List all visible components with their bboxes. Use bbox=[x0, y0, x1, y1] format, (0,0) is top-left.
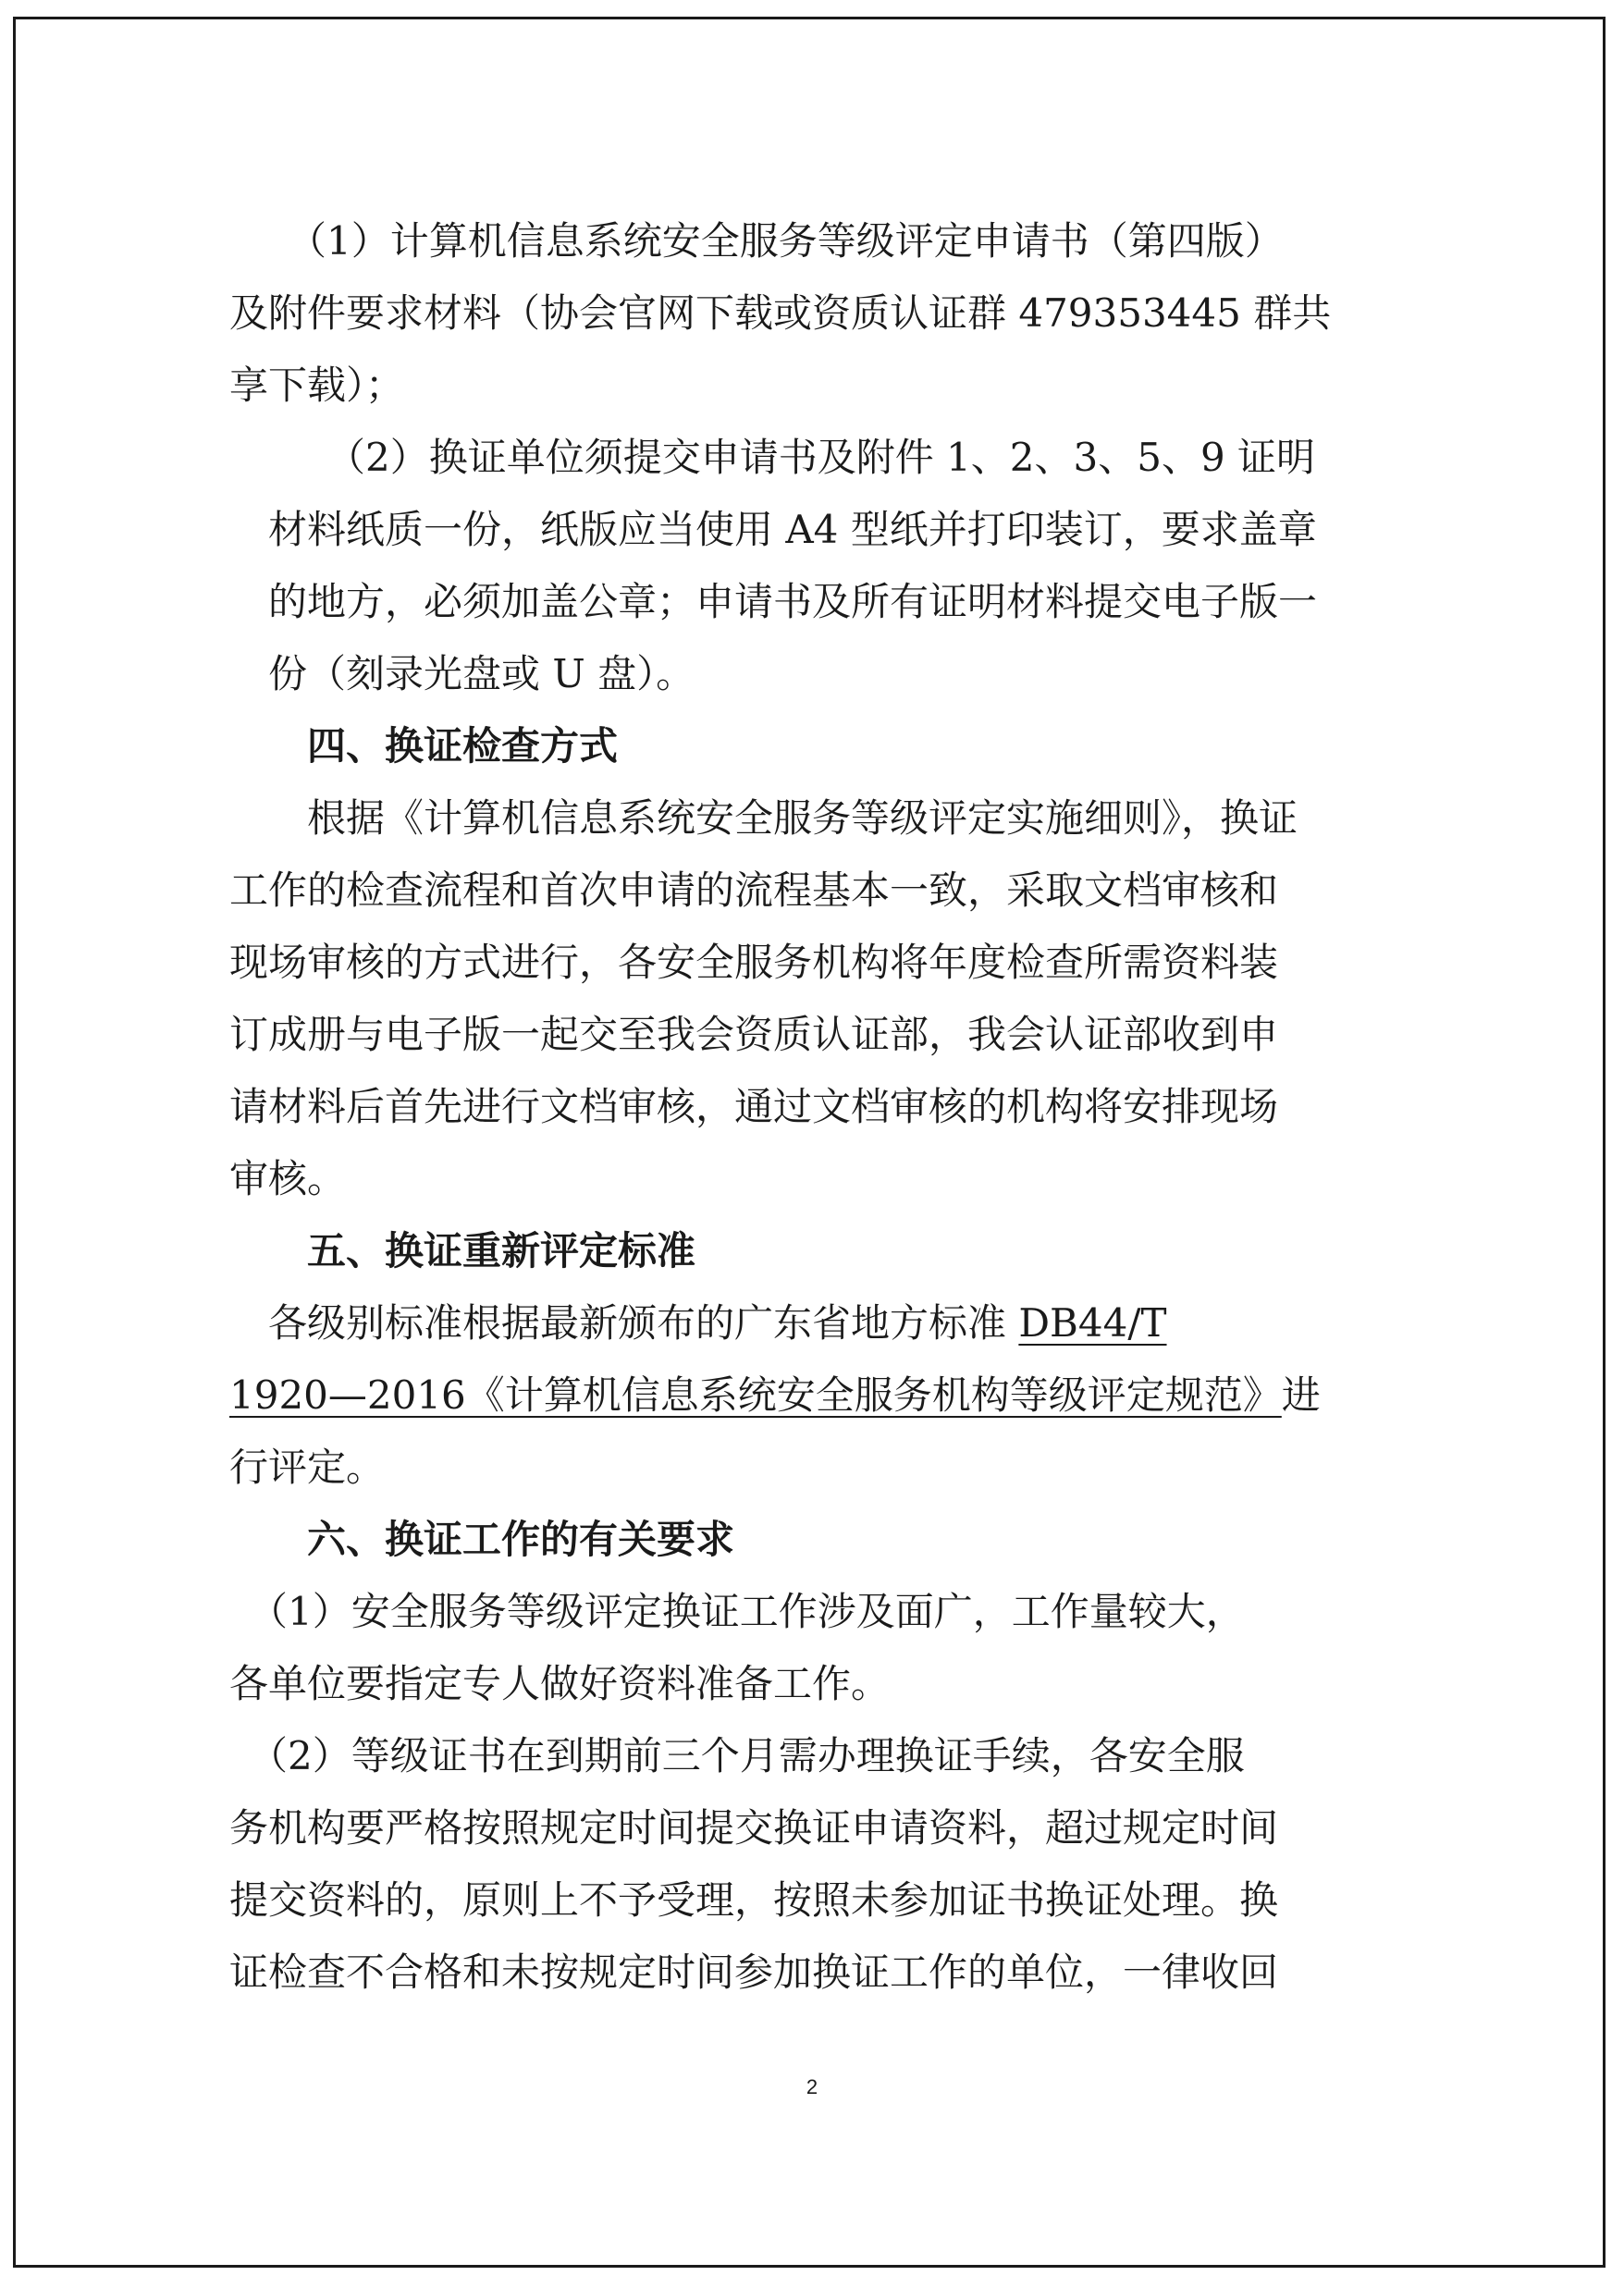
paragraph-line: 材料纸质一份，纸版应当使用 A4 型纸并打印装订，要求盖章 bbox=[229, 507, 1317, 552]
paragraph-line bbox=[229, 1359, 1395, 1432]
paragraph-line: 及附件要求材料（协会官网下载或资质认证群 479353445 群共 bbox=[229, 290, 1332, 336]
section-heading-5: 五、换证重新评定标准 bbox=[229, 1228, 696, 1273]
paragraph-line: 提交资料的，原则上不予受理，按照未参加证书换证处理。换 bbox=[229, 1877, 1279, 1923]
paragraph-line: 审核。 bbox=[229, 1156, 347, 1201]
standard-title: 1920—2016《计算机信息系统安全服务机构等级评定规范》 bbox=[229, 1372, 1282, 1418]
paragraph-line: 的地方，必须加盖公章；申请书及所有证明材料提交电子版一 bbox=[229, 579, 1318, 624]
page-number: 2 bbox=[806, 2075, 818, 2098]
paragraph-line: 根据《计算机信息系统安全服务等级评定实施细则》，换证 bbox=[229, 795, 1298, 841]
paragraph-line: 订成册与电子版一起交至我会资质认证部，我会认证部收到申 bbox=[229, 1012, 1279, 1057]
paragraph-line: （2）换证单位须提交申请书及附件 1、2、3、5、9 证明 bbox=[229, 435, 1316, 480]
section-heading-6: 六、换证工作的有关要求 bbox=[229, 1517, 735, 1562]
paragraph-line: 享下载）； bbox=[229, 363, 405, 408]
paragraph-line: 现场审核的方式进行，各安全服务机构将年度检查所需资料装 bbox=[229, 940, 1279, 985]
section-heading-4: 四、换证检查方式 bbox=[229, 723, 619, 769]
document-body bbox=[229, 205, 1395, 2009]
paragraph-line: 各单位要指定专人做好资料准备工作。 bbox=[229, 1661, 891, 1706]
paragraph-line: 工作的检查流程和首次申请的流程基本一致，采取文档审核和 bbox=[229, 867, 1279, 913]
paragraph-line: 份（刻录光盘或 U 盘）。 bbox=[229, 651, 695, 696]
paragraph-line: （1）安全服务等级评定换证工作涉及面广，工作量较大， bbox=[229, 1589, 1245, 1634]
paragraph-line: （2）等级证书在到期前三个月需办理换证手续，各安全服 bbox=[229, 1733, 1245, 1778]
paragraph-line: （1）计算机信息系统安全服务等级评定申请书（第四版） bbox=[229, 218, 1284, 264]
line-text: 各级别标准根据最新颁布的广东省地方标准 bbox=[229, 1300, 1019, 1346]
line-text: 进 bbox=[1281, 1372, 1321, 1418]
paragraph-line: 证检查不合格和未按规定时间参加换证工作的单位，一律收回 bbox=[229, 1950, 1279, 1995]
paragraph-line: 行评定。 bbox=[229, 1445, 386, 1490]
paragraph-line: 请材料后首先进行文档审核，通过文档审核的机构将安排现场 bbox=[229, 1084, 1279, 1129]
paragraph-line: 务机构要严格按照规定时间提交换证申请资料，超过规定时间 bbox=[229, 1805, 1279, 1851]
paragraph-line bbox=[229, 1287, 1395, 1359]
standard-code: DB44/T bbox=[1018, 1300, 1167, 1346]
